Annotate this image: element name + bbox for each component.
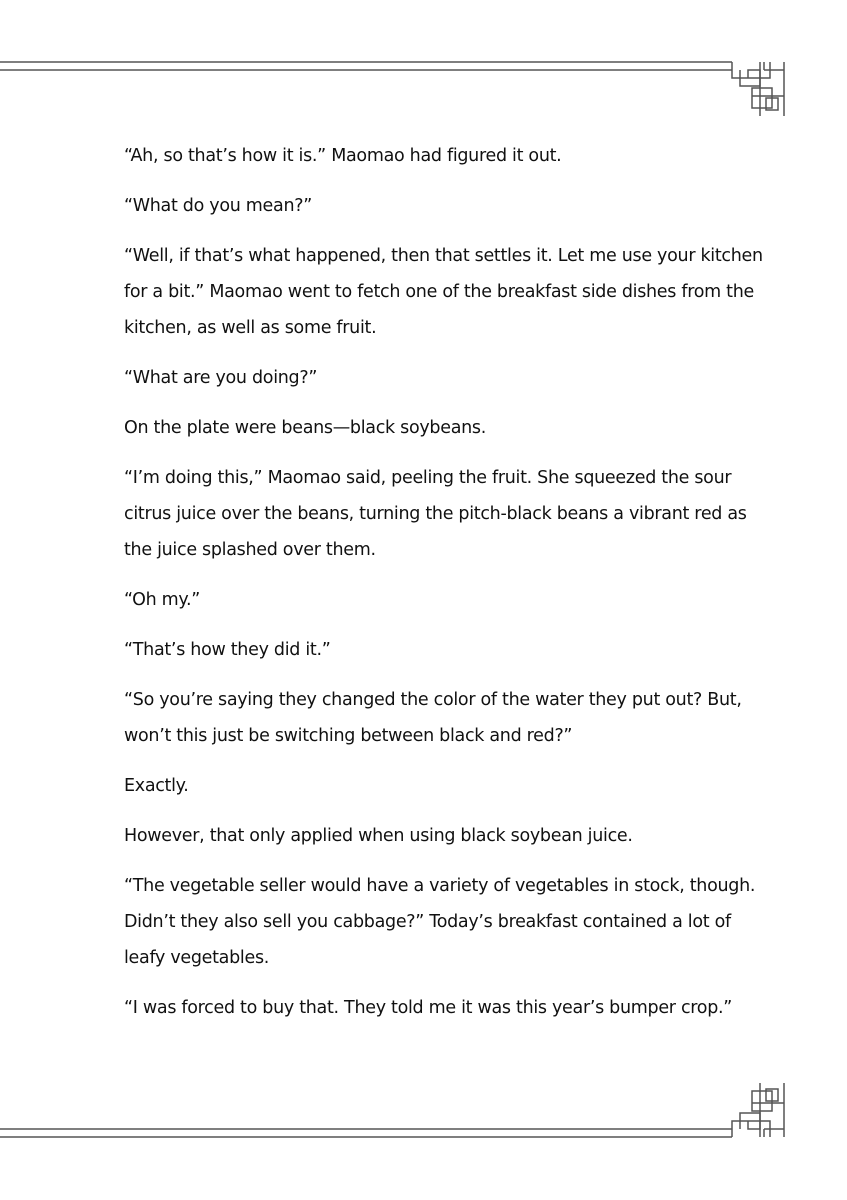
paragraph: “Well, if that’s what happened, then that settles it. Let me use your kitchen for a bit.” Maomao went to fetch one of the breakfast side dishes from the kitchen, as well as some fruit.	[124, 246, 763, 338]
top-right-ornament	[732, 62, 784, 116]
body-text	[124, 138, 774, 1040]
paragraph: On the plate were beans—black soybeans.	[124, 418, 486, 438]
bottom-right-ornament	[732, 1083, 784, 1137]
paragraph: “What do you mean?”	[124, 196, 312, 216]
paragraph: However, that only applied when using black soybean juice.	[124, 826, 633, 846]
paragraph: “I’m doing this,” Maomao said, peeling the fruit. She squeezed the sour citrus juice over the beans, turning the pitch-black beans a vibrant red as the juice splashed over them.	[124, 468, 747, 560]
paragraph: “The vegetable seller would have a variety of vegetables in stock, though. Didn’t they also sell you cabbage?” Today’s breakfast contained a lot of leafy vegetables.	[124, 876, 756, 968]
paragraph: “Oh my.”	[124, 590, 201, 610]
paragraph: “I was forced to buy that. They told me it was this year’s bumper crop.”	[124, 998, 733, 1018]
paragraph: “Ah, so that’s how it is.” Maomao had figured it out.	[124, 146, 562, 166]
paragraph: Exactly.	[124, 776, 189, 796]
paragraph: “So you’re saying they changed the color of the water they put out? But, won’t this just be switching between black and red?”	[124, 690, 742, 746]
paragraph: “That’s how they did it.”	[124, 640, 331, 660]
paragraph: “What are you doing?”	[124, 368, 318, 388]
